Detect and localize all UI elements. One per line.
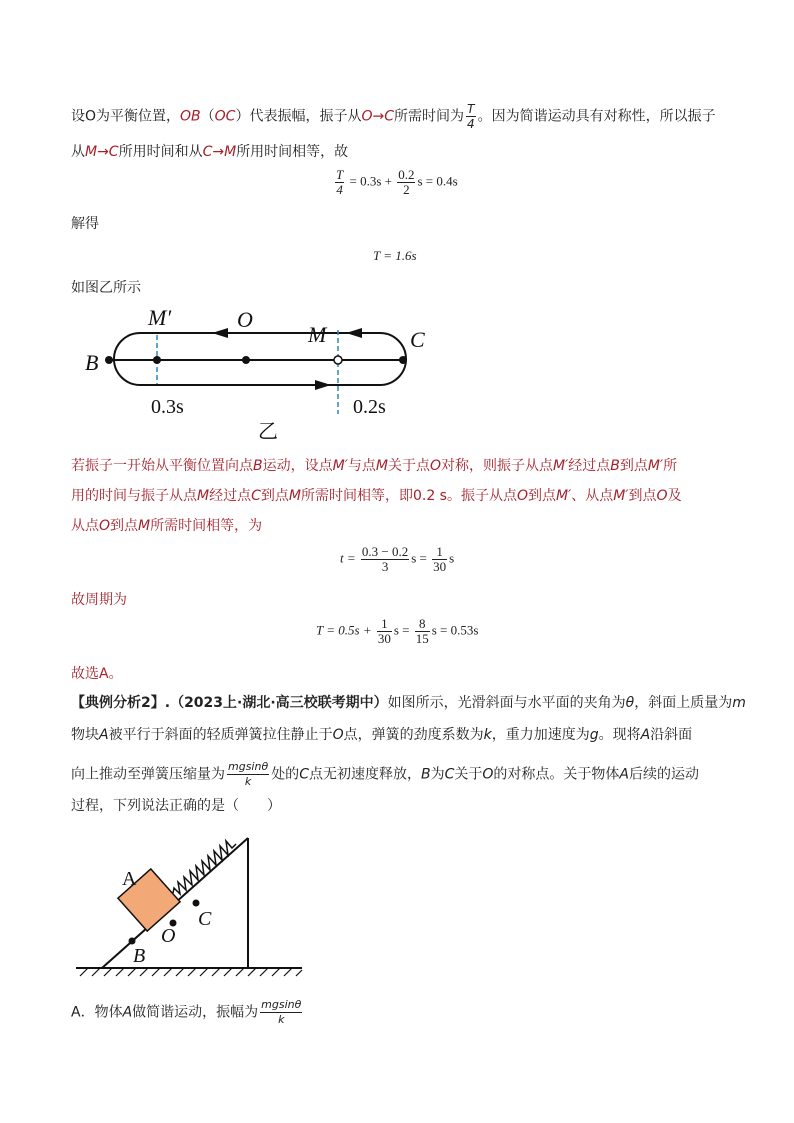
label-c: C — [198, 908, 212, 930]
para2-line1: 若振子一开始从平衡位置向点B运动，设点M′与点M关于点O对称，则振子从点M′经过点B到点M′所 — [71, 458, 678, 474]
example2-line2: 物块A被平行于斜面的轻质弹簧拉住静止于O点，弹簧的劲度系数为k，重力加速度为g。现将A沿斜面 — [71, 727, 693, 743]
label-0-2s: 0.2s — [353, 396, 386, 418]
label-c: C — [410, 327, 425, 352]
cm-motion: C→M — [202, 144, 237, 160]
label-o: O — [237, 307, 253, 332]
label-b: B — [133, 945, 146, 967]
solve-label: 解得 — [71, 216, 99, 232]
incline-diagram — [70, 830, 310, 980]
point-b — [105, 356, 113, 364]
example2-line4: 过程，下列说法正确的是（ ） — [71, 798, 281, 814]
equation-2: T = 1.6s — [373, 248, 417, 263]
label-a: A — [122, 868, 137, 890]
equation-3: t = $\frac{0.3 - 0.2}{3}$ s = $\frac{1}{30}$ s — [340, 544, 455, 574]
equation-1: $\frac{T}{4}$ = 0.3s + $\frac{0.2}{2}$ s = 0.4s — [336, 167, 458, 197]
point-m-prime — [153, 356, 161, 364]
point-b — [129, 938, 136, 945]
t-over-4-fraction: $\frac{T}{4}$ — [466, 102, 475, 131]
point-m — [334, 356, 342, 364]
period-label: 故周期为 — [71, 592, 127, 608]
oc-symbol: OC — [214, 108, 236, 125]
oc-motion: O→C — [361, 108, 394, 125]
point-c — [193, 900, 200, 907]
bottom-arrow — [315, 380, 331, 390]
option-a: A．物体A做简谐运动，振幅为 $\frac{mgsin\theta}{k}$ — [71, 998, 302, 1026]
label-o: O — [161, 925, 176, 947]
para2-line2: 用的时间与振子从点M经过点C到点M所需时间相等，即0.2 s。振子从点O到点M′、从点M′到点O及 — [71, 488, 682, 504]
label-0-3s: 0.3s — [151, 396, 184, 418]
spring — [173, 841, 236, 894]
figure-yi-diagram — [80, 300, 440, 448]
para1-line2: 从M→C所用时间和从C→M所用时间相等，故 — [71, 144, 349, 160]
figure-yi-intro: 如图乙所示 — [71, 280, 141, 296]
point-o — [242, 356, 250, 364]
example2-line3: 向上推动至弹簧压缩量为 $\frac{mgsin\theta}{k}$ 处的C点无初速度释放，B为C关于O的对称点。关于物体A后续的运动 — [71, 760, 699, 788]
example2-line1: 【典例分析2】.（2023上·湖北·高三校联考期中）如图所示，光滑斜面与水平面的夹角为θ，斜面上质量为m — [71, 695, 746, 711]
point-c — [399, 356, 407, 364]
ob-symbol: OB — [180, 108, 201, 125]
label-b: B — [85, 350, 99, 375]
para1-line1: 设O为平衡位置，OB（OC）代表振幅，振子从O→C所需时间为 $\frac{T}{4}$ 。因为简谐运动具有对称性，所以振子 — [71, 102, 716, 131]
ground-hatching — [80, 968, 302, 976]
mc-motion: M→C — [85, 144, 119, 160]
label-m: M — [308, 322, 327, 347]
para2-line3: 从点O到点M所需时间相等，为 — [71, 518, 263, 534]
label-m-prime: M′ — [148, 305, 172, 330]
answer-line: 故选A。 — [71, 666, 123, 682]
equation-4: T = 0.5s + $\frac{1}{30}$ s = $\frac{8}{15}$ s = 0.53s — [316, 616, 479, 646]
top-arrow-right — [346, 328, 362, 338]
caption-yi: 乙 — [258, 421, 278, 443]
